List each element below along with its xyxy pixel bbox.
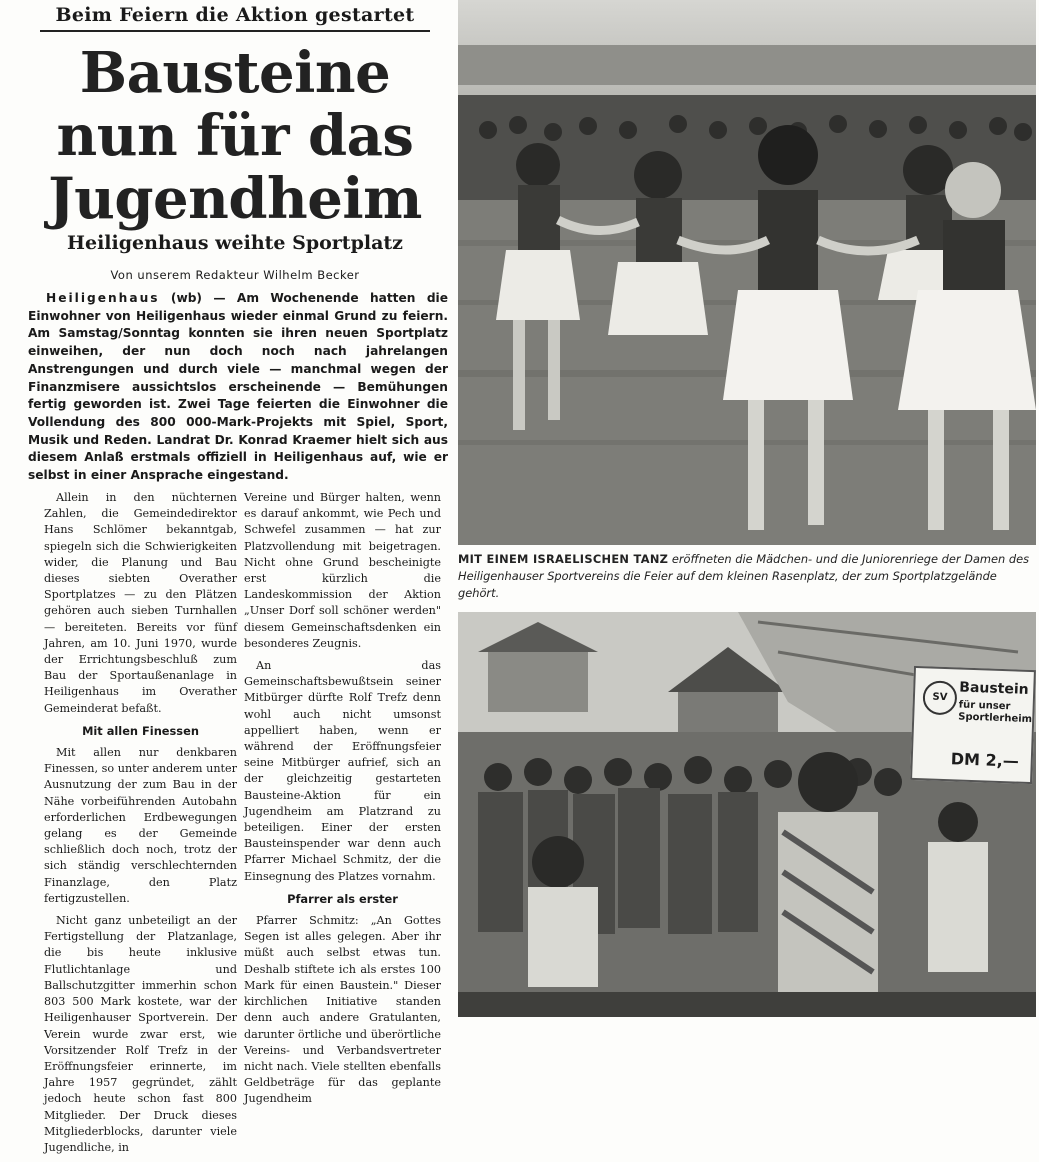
subheadline: Heiligenhaus weihte Sportplatz bbox=[67, 232, 403, 254]
lead-paragraph bbox=[28, 290, 448, 485]
lead-text: (wb) — Am Wochenende hatten die Einwohner von Heiligenhaus wieder einmal Grund zu feiern. Am Samstag/Sonntag konnten sie ihren neuen Sportplatz einweihen, der nun doch noch nach jahrelangen Anstrengungen und durch viele — manchmal wegen der Finanzmisere aussichtslos erscheinende — Bemühungen fertig geworden ist. Zwei Tage feierten die Einwohner die Vollendung des 800 000-Mark-Projekts mit Spiel, Sport, Musik und Reden. Landrat Dr. Konrad Kraemer hielt sich aus diesem Anlaß erstmals offiziell in Heiligenhaus auf, wie er selbst in einer Ansprache eingestand. bbox=[28, 291, 448, 483]
kicker: Beim Feiern die Aktion gestartet bbox=[40, 4, 430, 32]
column1-subheading: Mit allen Finessen bbox=[82, 723, 199, 738]
column2-subheading: Pfarrer als erster bbox=[287, 891, 398, 906]
byline: Von unserem Redakteur Wilhelm Becker bbox=[110, 268, 360, 282]
headline: Bausteine nun für das Jugendheim bbox=[48, 40, 422, 232]
photo-caption bbox=[458, 551, 1036, 602]
column1-paragraph: Mit allen nur denkbaren Finessen, so unter anderem unter Ausnutzung der zum Bau in der Nähe vorbeiführenden Autobahn erforderlichen Erdbewegungen gelang es der Gemeinde schließlich doch noch, trotz der sich ständig verschlechternden Finanzlage, den Platz fertigzustellen. bbox=[44, 746, 237, 905]
sign-line-3: DM 2,— bbox=[950, 749, 1020, 771]
dance-photo bbox=[458, 0, 1036, 545]
club-logo: SV bbox=[922, 680, 957, 715]
caption-text: eröffneten die Mädchen- und die Juniorenriege der Damen des Heiligenhauser Sportvereins die Feier auf dem kleinen Rasenplatz, der zum Sportplatzgelände gehört. bbox=[458, 552, 1030, 600]
lead-place: Heiligenhaus bbox=[46, 291, 160, 305]
sign-line-1: Baustein bbox=[959, 679, 1029, 698]
crowd-photo bbox=[458, 612, 1036, 1017]
baustein-sign bbox=[910, 666, 1036, 784]
column1-paragraph: Allein in den nüchternen Zahlen, die Gemeindedirektor Hans Schlömer bekanntgab, spiegeln sich die Schwierigkeiten wider, die Planung und Bau dieses siebten Overather Sportplatzes — zu den Plätzen gehören auch sieben Turnhallen — bereiteten. Bereits vor fünf Jahren, am 10. Juni 1970, wurde der Errichtungsbeschluß zum Bau der Sportaußenanlage in Heiligenhaus im Overather Gemeinderat befaßt. bbox=[44, 491, 237, 715]
column2-paragraph: An das Gemeinschaftsbewußtsein seiner Mitbürger dürfte Rolf Trefz denn wohl auch nicht umsonst appelliert haben, wenn er während der Eröffnungsfeier seine Mitbürger aufrief, sich an der gleichzeitig gestarteten Bausteine-Aktion für ein Jugendheim am Platzrand zu beteiligen. Einer der ersten Bausteinspender war denn auch Pfarrer Michael Schmitz, der die Einsegnung des Platzes vornahm. bbox=[244, 659, 441, 883]
caption-head: MIT EINEM ISRAELISCHEN TANZ bbox=[458, 552, 669, 566]
column2-paragraph: Vereine und Bürger halten, wenn es darauf ankommt, wie Pech und Schwefel zusammen — hat zur Platzvollendung mit beigetragen. Nicht ohne Grund bescheinigte erst kürzlich die Landeskommission der Aktion „Unser Dorf soll schöner werden" diesem Gemeinschaftsdenken ein besonderes Zeugnis. bbox=[244, 491, 441, 650]
column2-paragraph: Pfarrer Schmitz: „An Gottes Segen ist alles gelegen. Aber ihr müßt auch selbst etwas tun. Deshalb stiftete ich als erstes 100 Mark für einen Baustein." Dieser kirchlichen Initiative standen denn auch andere Gratulanten, darunter örtliche und überörtliche Vereins- und Verbandsvertreter nicht nach. Viele stellten ebenfalls Geldbeträge für das geplante Jugendheim bbox=[244, 914, 441, 1106]
sign-line-2: für unser Sportlerheim bbox=[958, 699, 1033, 726]
dance-photo-image bbox=[458, 0, 1036, 545]
article-column-1 bbox=[44, 490, 237, 1162]
column1-paragraph: Nicht ganz unbeteiligt an der Fertigstellung der Platzanlage, die bis heute inklusive Flutlichtanlage und Ballschutzgitter immerhin schon 803 500 Mark kostete, war der Heiligenhauser Sportverein. Der Verein wurde zwar erst, wie Vorsitzender Rolf Trefz in der Eröffnungsfeier erinnerte, im Jahre 1957 gegründet, zählt jedoch heute schon fast 800 Mitglieder. Der Druck dieses Mitgliederblocks, darunter viele Jugendliche, in bbox=[44, 914, 237, 1154]
